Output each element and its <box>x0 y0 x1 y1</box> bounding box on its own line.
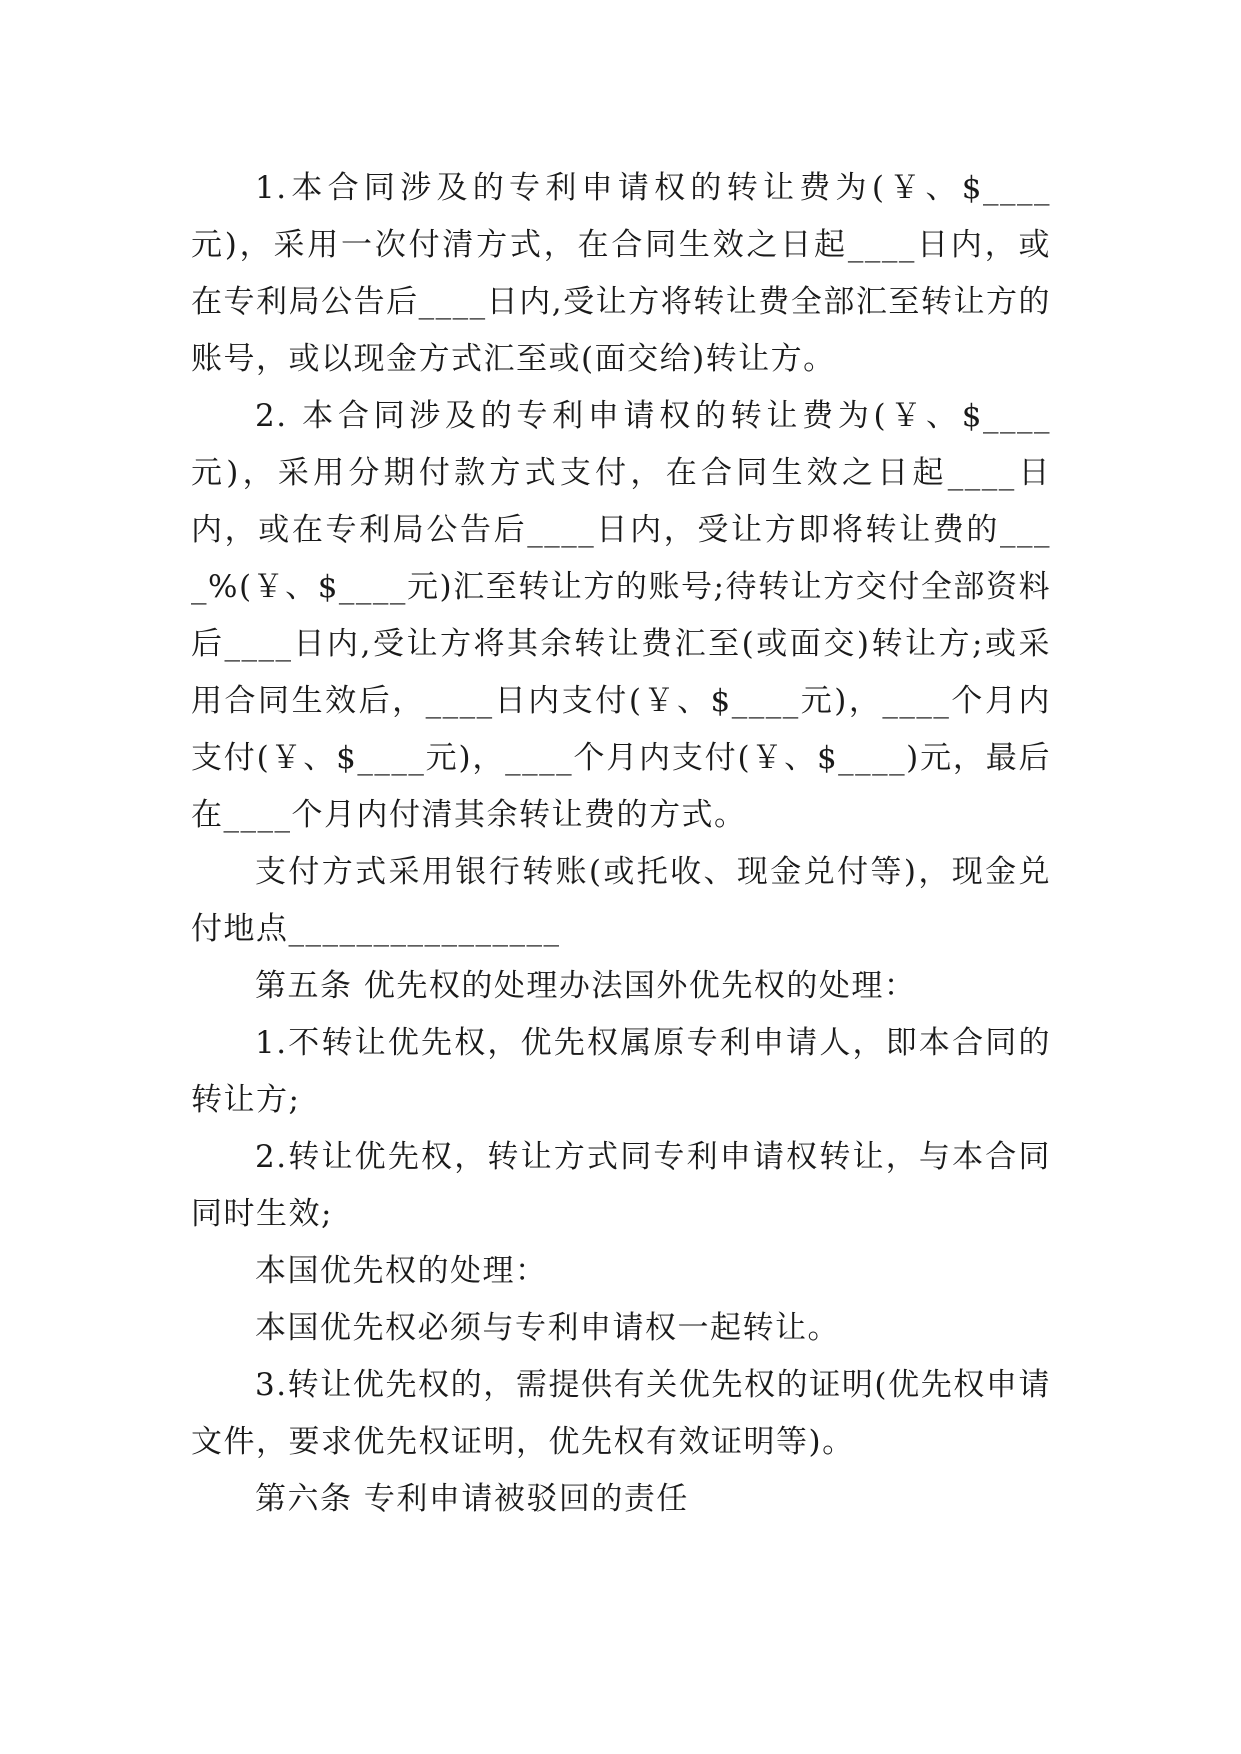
paragraph-domestic-priority: 本国优先权必须与专利申请权一起转让。 <box>255 1310 840 1346</box>
paragraph-priority-proof: 3.转让优先权的，需提供有关优先权的证明(优先权申请文件，要求优先权证明，优先权有效证明等)。 <box>191 1367 1051 1460</box>
paragraph-no-transfer-priority: 1.不转让优先权，优先权属原专利申请人，即本合同的转让方; <box>191 1025 1051 1118</box>
article-6-heading: 第六条 专利申请被驳回的责任 <box>255 1481 689 1517</box>
paragraph-payment-installments: 2. 本合同涉及的专利申请权的转让费为(￥、$____元)，采用分期付款方式支付，在合同生效之日起____日内，或在专利局公告后____日内，受让方即将转让费的____%(￥、$____元)汇至转让方的账号;待转让方交付全部资料后____日内,受让方将其余转让费汇至(或面交)转让方;或采用合同生效后，____日内支付(￥、$____元)，____个月内支付(￥、$____元)，____个月内支付(￥、$____)元，最后在____个月内付清其余转让费的方式。 <box>191 398 1051 833</box>
paragraph-payment-lump-sum: 1.本合同涉及的专利申请权的转让费为(￥、$____元)，采用一次付清方式，在合同生效之日起____日内，或在专利局公告后____日内,受让方将转让费全部汇至转让方的账号，或以现金方式汇至或(面交给)转让方。 <box>191 170 1051 377</box>
domestic-priority-heading: 本国优先权的处理： <box>255 1253 548 1289</box>
document-body <box>191 160 1051 1528</box>
paragraph-payment-method: 支付方式采用银行转账(或托收、现金兑付等)，现金兑付地点________________ <box>191 854 1051 947</box>
article-5-heading: 第五条 优先权的处理办法国外优先权的处理： <box>255 968 917 1004</box>
paragraph-transfer-priority: 2.转让优先权，转让方式同专利申请权转让，与本合同同时生效; <box>191 1139 1051 1232</box>
